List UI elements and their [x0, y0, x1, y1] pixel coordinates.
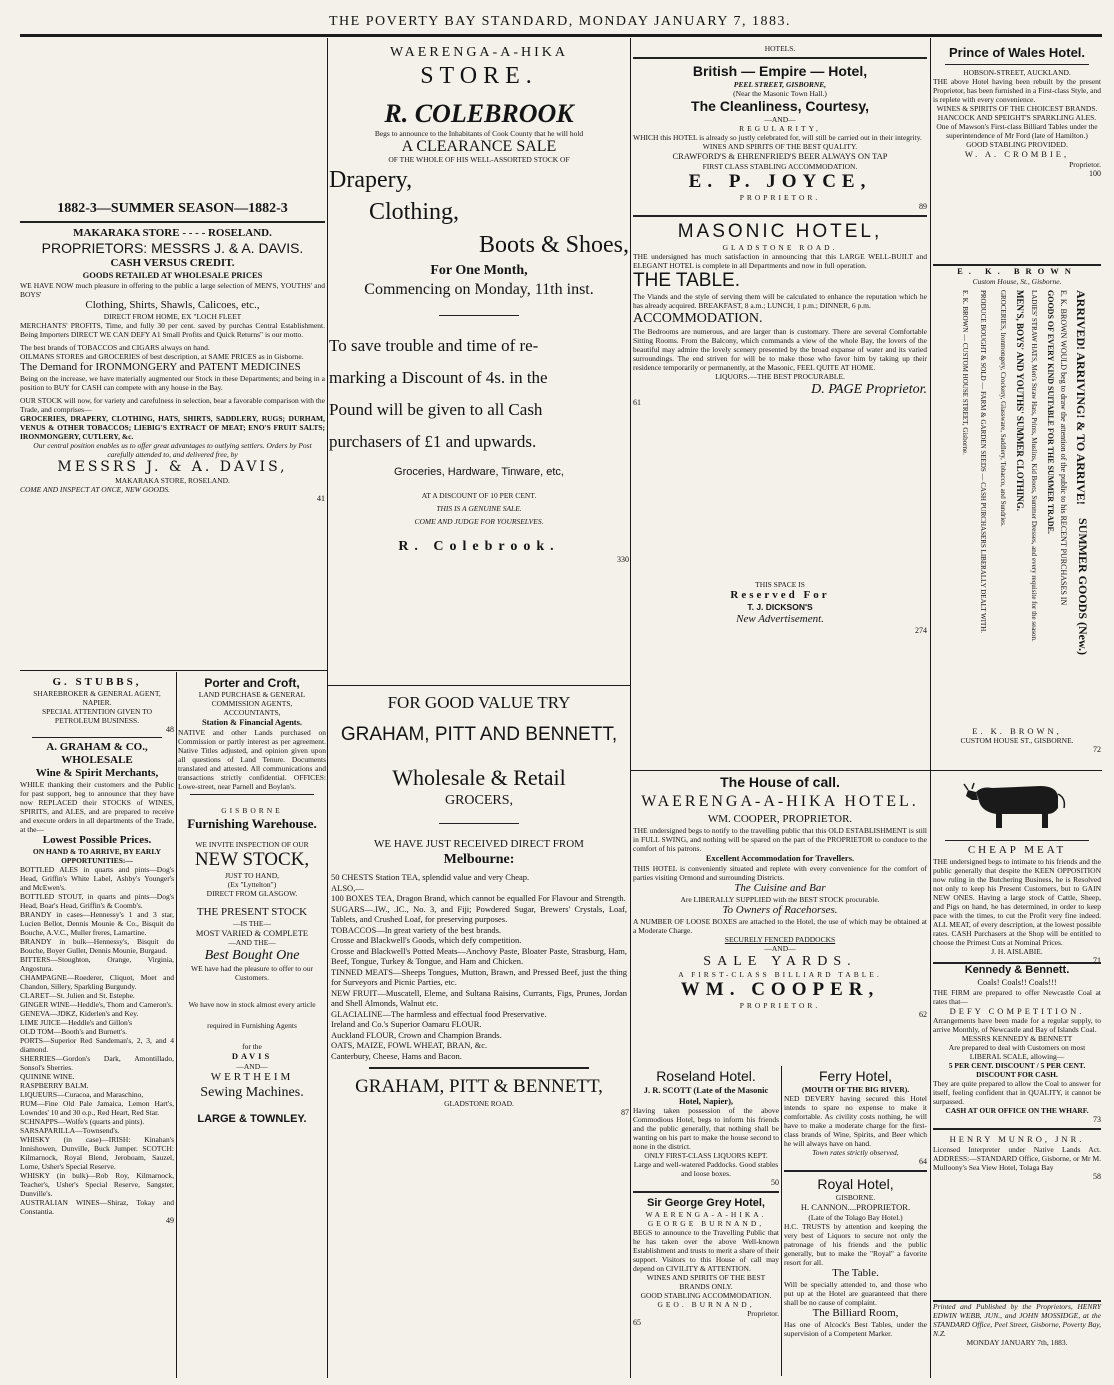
masonic-liquors: LIQUORS.—THE BEST PROCURABLE. — [715, 371, 845, 381]
colebrook-save: marking a Discount of 4s. in the — [329, 368, 548, 387]
goods-line: GOODS RETAILED AT WHOLESALE PRICES — [82, 270, 263, 280]
ad-number: 62 — [919, 1009, 927, 1019]
furnishing-and2: —AND— — [236, 1061, 268, 1071]
cooper-signature: WM. COOPER, — [680, 978, 880, 1000]
grey-signature: GEO. BURNAND, — [657, 1300, 755, 1309]
gpb-advertisement — [329, 692, 629, 1378]
prince-body: THE above Hotel having been rebuilt by the present Proprietor, has been furnished in a First-class Style, and is replete with every convenience. — [933, 77, 1101, 104]
royal-name: Royal Hotel, — [817, 1176, 894, 1192]
ad-number: 49 — [166, 1216, 174, 1225]
waerenga-liberally: Are LIBERALLY SUPPLIED with the BEST STOCK procurable. — [680, 894, 880, 904]
graham-item: SARSAPARILLA—Townsend's. — [20, 1126, 120, 1135]
furnishing-wertheim: WERTHEIM — [210, 1070, 294, 1083]
empire-which: WHICH this HOTEL is already so justly celebrated for, will still be carried out in their integrity. — [633, 133, 922, 142]
waerenga-boxes: A NUMBER OF LOOSE BOXES are attached to the Hotel, the use of which may be obtained at a Moderate Charge. — [633, 916, 927, 935]
ad-number: 48 — [166, 725, 174, 734]
ad-number: 89 — [919, 201, 927, 211]
masonic-body: THE undersigned has much satisfaction in announcing that this LARGE WELL-BUILT and ELEGANT HOTEL is complete in all Departments and now in full operation. — [633, 251, 927, 270]
gpb-item: Canterbury, Cheese, Hams and Bacon. — [331, 1050, 462, 1061]
gpb-received: WE HAVE JUST RECEIVED DIRECT FROM — [374, 838, 584, 850]
furnishing-required: required in Furnishing Agents — [207, 1021, 297, 1030]
cheap-meat-signature: J. H. AISLABIE. — [991, 947, 1043, 956]
royal-cannon: H. CANNON....PROPRIETOR. — [800, 1202, 911, 1212]
come-line: COME AND INSPECT AT ONCE, NEW GOODS. — [20, 484, 171, 494]
empire-street: PEEL STREET, GISBORNE, — [733, 80, 827, 89]
empire-stabling: FIRST CLASS STABLING ACCOMMODATION. — [702, 161, 858, 171]
gpb-item: NEW FRUIT—Muscatell, Eleme, and Sultana Raisins, Currants, Figs, Prunes, Jordan and Shell Almonds, Walnut etc. — [331, 987, 627, 1008]
dickson-name: T. J. DICKSON'S — [747, 602, 813, 612]
section-rule — [328, 685, 630, 686]
furnishing-present: THE PRESENT STOCK — [196, 905, 308, 918]
gpb-value: FOR GOOD VALUE TRY — [387, 693, 571, 712]
reserved-text: Reserved For — [730, 589, 830, 601]
ad-number: 100 — [1089, 168, 1101, 178]
furnishing-now: We have now in stock almost every article — [188, 1000, 316, 1009]
furnishing-name: Furnishing Warehouse. — [187, 815, 317, 831]
roseland-scott: J. R. SCOTT (Late of the Masonic Hotel, Napier), — [643, 1085, 769, 1106]
ad-number: 64 — [919, 1157, 927, 1166]
section-rule — [631, 770, 931, 771]
kennedy-messrs: MESSRS KENNEDY & BENNETT — [961, 1034, 1073, 1043]
porter-line: COMMISSION AGENTS, — [211, 699, 293, 708]
furnishing-glasgow: DIRECT FROM GLASGOW. — [206, 888, 298, 898]
colebrook-save: To save trouble and time of re- — [329, 336, 539, 355]
graham-item: GINGER WINE—Heddle's, Thom and Cameron's. — [20, 1000, 173, 1009]
davis-store: MAKARAKA STORE, ROSELAND. — [115, 475, 230, 485]
brown-vertical-text: LADIES' STRAW HATS, Men's Straw Hats, Prints, Muslins, Kid Boots, Summer Dresses, and every requisite for the season. — [1030, 289, 1038, 642]
graham-item: WHISKY (in case)—IRISH: Kinahan's Innishowen, Dunville, Buck Jumper. SCOTCH: Kilmarnock, Royal Blend, Jeroboam, Sauzel, Lorne, Usher's Special Reserve. — [20, 1135, 174, 1171]
ad-number: 330 — [617, 555, 629, 564]
furnishing-best: Best Bought One — [204, 948, 300, 963]
brown-vertical-text: PRODUCE BOUGHT & SOLD — FARM & GARDEN SEEDS — CASH PURCHASERS LIBERALLY DEALT WITH. — [979, 289, 987, 633]
colebrook-waerenga: WAERENGA-A-HIKA — [390, 45, 568, 60]
joyce-name: E. P. JOYCE, — [688, 170, 872, 192]
furnishing-invite: WE INVITE INSPECTION OF OUR — [195, 839, 309, 849]
graham-item: BRANDY in cases—Hennessy's 1 and 3 star, Lucien Bellot, Dennis Mounie & Co., Bisquit du Bouche, A.V.C., Muller freres, Lamartine. — [20, 910, 174, 937]
graham-item: BRANDY in bulk—Hennessy's, Bisquit du Bouche, Boyer Gullet, Dennis Mounie, Burgaud. — [20, 937, 174, 955]
masonic-table-body: The Viands and the style of serving them will be calculated to enhance the reputation which he has already acquired. BREAKFAST, 8 a.m.; LUNCH, 1 p.m.; DINNER, 6 p.m. — [633, 291, 927, 310]
colebrook-store: STORE. — [420, 63, 538, 89]
ad-number: 61 — [633, 397, 641, 407]
graham-name: A. GRAHAM & CO., — [46, 741, 148, 753]
graham-item: PORTS—Superior Red Sandeman's, 2, 3, and 4 diamond. — [20, 1036, 174, 1054]
colebrook-save: Pound will be given to all Cash — [329, 400, 543, 419]
graham-item: WHISKY (in bulk)—Rob Roy, Kilmarnock, Teacher's, Usher's Special Reserve, Sangster, Dunville's. — [20, 1171, 174, 1198]
empire-name: British — Empire — Hotel, — [692, 63, 868, 79]
porter-body: NATIVE and other Lands purchased on Commission or partly interest as per agreement. Native Titles adjusted, and opinion given upon all questions of Land Tenure. Documents translated and attested. All communications and transactions strictly confidential. OFFICES: Lowe-street, near Parnell and Boylan's. — [178, 727, 326, 791]
gpb-item: TINNED MEATS—Sheeps Tongues, Mutton, Brawn, and Pressed Beef, just the thing for Surveyors and Picnic Parties, etc. — [331, 966, 627, 987]
masonic-table: THE TABLE. — [633, 269, 740, 291]
colebrook-boots: Boots & Shoes, — [478, 232, 629, 258]
graham-item: AUSTRALIAN WINES—Shiraz, Tokay and Constantia. — [20, 1198, 174, 1216]
ad-number: 73 — [1093, 1115, 1101, 1124]
graham-item: CHAMPAGNE—Roederer, Cliquot, Moet and Chandon, Sillery, Sparkling Burgundy. — [20, 973, 174, 991]
joyce-prop: PROPRIETOR. — [739, 192, 821, 202]
colebrook-discount: AT A DISCOUNT OF 10 PER CENT. — [421, 491, 537, 500]
graham-item-list — [20, 865, 174, 1216]
masthead: THE POVERTY BAY STANDARD, MONDAY JANUARY 7, 1883. — [328, 14, 791, 29]
kennedy-they: They are quite prepared to allow the Coal to answer for itself, feeling confident that in QUALITY, it cannot be surpassed. — [933, 1079, 1101, 1106]
masonic-accom: ACCOMMODATION. — [633, 310, 763, 326]
column-rule — [327, 38, 328, 1378]
graham-intro: WHILE thanking their customers and the Public for past support, beg to announce that they have now REPLACED their STOCKS of WINES, SPIRITS, and ALES, and are prepared to receive and execute orders in all departments of the Trade, at the— — [20, 780, 174, 834]
empire-near: (Near the Masonic Town Hall.) — [733, 89, 827, 98]
house-of-call: The House of call. — [720, 774, 840, 790]
graham-item: OLD TOM—Booth's and Burnett's. — [20, 1027, 128, 1036]
graham-item: BOTTLED STOUT, in quarts and pints—Dog's Head, Boar's Head, Griffin's & Coomb's. — [20, 892, 174, 910]
graham-item: SCHNAPPS—Wolfe's (quarts and pints). — [20, 1117, 145, 1126]
graham-item: BITTERS—Stoughton, Orange, Virginia, Angostura. — [20, 955, 174, 973]
grey-owner: GEORGE BURNAND, — [647, 1219, 765, 1228]
gpb-wholesale: Wholesale & Retail — [392, 765, 566, 790]
empire-beer: CRAWFORD'S & EHRENFRIED'S BEER ALWAYS ON TAP — [672, 151, 888, 161]
brown-bottom-custom: CUSTOM HOUSE ST., GISBORNE. — [960, 736, 1074, 745]
gpb-item: Crosse and Blackwell's Goods, which defy competition. — [331, 935, 522, 945]
colebrook-sale: A CLEARANCE SALE — [401, 138, 557, 155]
gpb-item: OATS, MAIZE, FOWL WHEAT, BRAN, &c. — [331, 1040, 488, 1050]
waerenga-convenient: THIS HOTEL is conveniently situated and replete with every convenience for the comfort of parties visiting Ormond and surrounding Districts. — [633, 863, 927, 882]
brown-top: E. K. BROWN — [957, 266, 1077, 276]
graham-wine: Wine & Spirit Merchants, — [35, 767, 159, 779]
tobacco-text: The best brands of TOBACCOS and CIGARS always on hand. — [20, 342, 210, 352]
waerenga-paddocks: SECURELY FENCED PADDOCKS — [724, 934, 836, 944]
store-line: MAKARAKA STORE - - - - ROSELAND. — [73, 227, 272, 239]
ad-number: 87 — [621, 1108, 629, 1117]
lowest-prices: Lowest Possible Prices. — [42, 834, 152, 846]
colebrook-genuine: THIS IS A GENUINE SALE. — [436, 504, 522, 513]
prince-address: HOBSON-STREET, AUCKLAND. — [963, 68, 1071, 77]
column-rule — [630, 38, 631, 1378]
graham-item: LIME JUICE—Heddle's and Gillon's — [20, 1018, 133, 1027]
prince-name: Prince of Wales Hotel. — [948, 45, 1086, 60]
cash-line: CASH VERSUS CREDIT. — [110, 257, 235, 269]
brown-custom: Custom House, St., Gisborne. — [972, 276, 1062, 286]
colebrook-name: R. COLEBROOK — [384, 99, 574, 128]
gpb-item: ALSO,— — [331, 882, 364, 893]
stubbs-line: SHAREBROKER & GENERAL AGENT, — [33, 689, 161, 698]
prince-billiard: One of Mawson's First-class Billiard Tables under the superintendence of Mr Ford (late of Hamilton.) — [936, 122, 1098, 140]
colebrook-save: purchasers of £1 and upwards. — [329, 432, 537, 451]
brown-vertical-text: GROCERIES, Ironmongery, Crockery, Glassware, Saddlery, Tobacco, and Sundries. — [999, 289, 1007, 527]
kennedy-bennett-advertisement — [933, 962, 1101, 1264]
masonic-name: MASONIC HOTEL, — [677, 220, 883, 242]
grey-body: BEGS to announce to the Travelling Public that he has taken over the above Well-known Establishment and trusts to merit a share of their support. Visitors to this House of call may depend on CIVILITY & ATTENTION. — [633, 1228, 779, 1273]
waerenga-cooper: WM. COOPER, PROPRIETOR. — [707, 813, 853, 825]
imprint-date: MONDAY JANUARY 7th, 1883. — [966, 1338, 1068, 1347]
grey-stabling: GOOD STABLING ACCOMMODATION. — [640, 1291, 772, 1300]
waerenga-hotel-advertisement — [633, 774, 927, 1064]
porter-line: ACCOUNTANTS, — [223, 708, 281, 717]
intro-text: WE HAVE NOW much pleasure in offering to the public a large selection of MEN'S, YOUTHS' and BOYS' — [20, 280, 325, 299]
season-heading: 1882-3—SUMMER SEASON—1882-3 — [57, 201, 288, 216]
brown-vertical-text: SUMMER GOODS (New.) — [1076, 517, 1090, 655]
imprint — [933, 1300, 1101, 1362]
prince-hancock: HANCOCK AND SPEIGHT'S SPARKLING ALES. — [937, 113, 1097, 122]
waerenga-and: —AND— — [764, 943, 796, 953]
kennedy-office: CASH AT OUR OFFICE ON THE WHARF. — [945, 1106, 1089, 1115]
column-rule — [930, 38, 931, 1378]
empire-regularity: REGULARITY, — [739, 124, 821, 133]
brown-vertical-text: E. K. BROWN WOULD beg to draw the attention of the public to his RECENT PURCHASES IN — [1059, 289, 1068, 605]
waerenga-excellent: Excellent Accommodation for Travellers. — [705, 853, 855, 863]
demand-text: Being on the increase, we have materially augmented our Stock in these Departments; and being in a position to BUY for CASH can compete with any house in the Bay. — [20, 373, 325, 392]
waerenga-sale: SALE YARDS. — [703, 953, 857, 969]
ad-number: 71 — [1093, 956, 1101, 965]
graham-item: CLARET—St. Julien and St. Estephe. — [20, 991, 135, 1000]
prince-wines: WINES & SPIRITS OF THE CHOICEST BRANDS. — [936, 104, 1098, 113]
colebrook-come: COME AND JUDGE FOR YOURSELVES. — [414, 517, 544, 526]
bull-illustration — [962, 774, 1072, 832]
stock-text: OUR STOCK will now, for variety and carefulness in selection, bear a favorable comparison with the Trade, and comprises— — [20, 395, 325, 414]
davis-signature: MESSRS J. & A. DAVIS, — [57, 458, 288, 475]
gpb-item: 100 BOXES TEA, Dragon Brand, which cannot be equalled For Flavour and Strength. — [331, 893, 626, 903]
furnishing-davis: DAVIS — [231, 1051, 273, 1061]
royal-table: The Table. — [832, 1266, 879, 1279]
furnishing-most: MOST VARIED & COMPLETE — [195, 927, 309, 938]
cheap-meat-title: CHEAP MEAT — [967, 844, 1067, 856]
proprietors-line: PROPRIETORS: MESSRS J. & A. DAVIS. — [41, 240, 304, 256]
cheap-meat-advertisement — [933, 774, 1101, 965]
ferry-mouth: (MOUTH OF THE BIG RIVER). — [801, 1085, 910, 1094]
graham-item: GENEVA—JDKZ, Kiderlen's and Key. — [20, 1009, 139, 1018]
page-signature: D. PAGE Proprietor. — [811, 381, 927, 397]
cheap-meat-body: THE undersigned begs to intimate to his friends and the public generally that despite the KEEN OPPOSITION now ruling in the Butchering Business, he is Resolved not only to keep his Present Customers, but to GAIN NEW ONES. Having a large stock of Cattle, Sheep, and Pigs on hand, he has determined, in order to keep pace with the times, to cut the Profit very fine indeed. ALL MEAT, of every description, at the lowest possible rates. CASH Purchasers at the Shop will be entitled to choose the Primest Cuts at Nominal Prices. — [933, 857, 1101, 947]
stubbs-line: SPECIAL ATTENTION GIVEN TO PETROLEUM BUSINESS. — [41, 707, 153, 725]
gpb-item: Auckland FLOUR, Crown and Champion Brands. — [331, 1029, 502, 1040]
furnishing-sewing: Sewing Machines. — [200, 1084, 304, 1100]
brown-vertical-text: GOODS OF EVERY KIND SUITABLE FOR THE SUMMER TRADE. — [1046, 289, 1055, 534]
roseland-body: Having taken possession of the above Commodious Hotel, begs to inform his friends and the public generally, that nothing shall be wanting on his part to make the house second to none in the district. — [633, 1106, 779, 1151]
graham-item: QUININE WINE. — [20, 1072, 75, 1081]
ek-brown-advertisement — [933, 264, 1101, 772]
gpb-name: GRAHAM, PITT AND BENNETT, — [340, 724, 618, 745]
prince-of-wales-advertisement — [933, 44, 1101, 262]
royal-billiard-body: Has one of Alcock's Best Tables, under the supervision of a Competent Marker. — [784, 1319, 927, 1338]
furnishing-large: LARGE & TOWNLEY. — [197, 1112, 307, 1125]
prince-prop: Proprietor. — [1069, 159, 1101, 169]
roseland-grey-advertisements — [633, 1068, 779, 1378]
ferry-body: NED DEVERY having secured this Hotel intends to spare no expense to make it comfortable. As civility costs nothing, he will have to make a moderate charge for the first-class brands of Wine, Spirits, and Beer which he will always have on hand. — [784, 1094, 927, 1148]
kennedy-body: THE FIRM are prepared to offer Newcastle Coal at rates that— — [933, 987, 1101, 1006]
furnishing-ex: (Ex "Lyttelton") — [227, 879, 277, 889]
kennedy-coals: Coals! Coals!! Coals!!! — [977, 977, 1057, 987]
colebrook-drapery: Drapery, — [329, 167, 413, 193]
furnishing-just: JUST TO HAND, — [225, 870, 279, 880]
kennedy-discount: 5 PER CENT. DISCOUNT / 5 PER CENT. DISCOUNT FOR CASH. — [948, 1061, 1086, 1079]
new-ad: New Advertisement. — [736, 612, 824, 625]
ad-number: 50 — [771, 1178, 779, 1187]
graham-item: BOTTLED ALES in quarts and pints—Dog's Head, Griffin's White Label, Ashby's Younger's and McEwen's. — [20, 865, 174, 892]
gpb-item: GLACIALINE—The harmless and effectual food Preservative. — [331, 1008, 547, 1019]
prince-signature: W. A. CROMBIE, — [964, 149, 1070, 159]
brown-vertical-text: MEN'S, BOYS' AND YOUTHS' SUMMER CLOTHING. — [1015, 289, 1025, 511]
roseland-large: Large and well-watered Paddocks. Good stables and loose boxes. — [633, 1160, 779, 1178]
porter-name: Porter and Croft, — [204, 676, 300, 690]
gpb-melbourne: Melbourne: — [443, 852, 515, 867]
graham-item: LIQUEURS—Curacoa, and Maraschino, — [20, 1090, 144, 1099]
dickson-reserved — [633, 580, 927, 670]
furnishing-for: for the — [242, 1042, 262, 1051]
direct-line: DIRECT FROM HOME, EX "LOCH FLEET — [103, 311, 242, 321]
brown-vertical-text: E. K. BROWN — CUSTOM HOUSE STREET, Gisborne. — [961, 289, 969, 455]
kennedy-deal: Are prepared to deal with Customers on most LIBERAL SCALE, allowing— — [948, 1043, 1086, 1061]
colebrook-begs: Begs to announce to the Inhabitants of Cook County that he will hold — [374, 129, 584, 138]
furnishing-gisborne: GISBORNE — [221, 805, 283, 815]
kennedy-defy: DEFY COMPETITION. — [949, 1005, 1085, 1016]
colebrook-month: For One Month, — [430, 263, 528, 278]
masonic-road: GLADSTONE ROAD. — [722, 242, 838, 252]
ad-number: 274 — [915, 625, 927, 635]
ad-number: 58 — [1093, 1171, 1101, 1181]
on-hand: ON HAND & TO ARRIVE, BY EARLY OPPORTUNITIES:— — [32, 847, 162, 865]
royal-late: (Late of the Tolago Bay Hotel.) — [808, 1212, 903, 1222]
gpb-signature: GRAHAM, PITT & BENNETT, — [355, 1076, 603, 1097]
imprint-body: Printed and Published by the Proprietors, HENRY EDWIN WEBB, JUN., and JOHN MOSSIDGE, at the STANDARD Office, Peel Street, Gisborne, Poverty Bay, N.Z. — [933, 1302, 1101, 1338]
kennedy-arrangements: Arrangements have been made for a regular supply, to arrive Monthly, of Newcastle and Bay of Islands Coal. — [933, 1016, 1101, 1034]
waerenga-hotel-name: WAERENGA-A-HIKA HOTEL. — [641, 793, 919, 810]
ad-number: 65 — [633, 1318, 641, 1327]
furnishing-advertisement — [178, 676, 326, 1376]
demand-line: The Demand for IRONMONGERY and PATENT MEDICINES — [20, 360, 301, 373]
colebrook-signature: R. Colebrook. — [398, 539, 560, 554]
colebrook-groceries: Groceries, Hardware, Tinware, etc, — [394, 466, 564, 478]
section-rule — [20, 670, 328, 671]
ferry-town: Town rates strictly observed, — [812, 1148, 899, 1157]
gpb-grocers: GROCERS, — [444, 793, 514, 808]
cooper-prop: PROPRIETOR. — [739, 1000, 821, 1010]
davis-advertisement — [20, 200, 325, 550]
column-rule — [781, 1066, 782, 1376]
graham-item: SHERRIES—Gordon's Dark, Amontillado, Sonsol's Sherries. — [20, 1054, 174, 1072]
column-rule — [176, 672, 177, 1378]
colebrook-clothing: Clothing, — [369, 199, 460, 225]
furnishing-isthe: —IS THE— — [233, 918, 271, 928]
masthead-rule — [20, 34, 1102, 37]
grey-name: Sir George Grey Hotel, — [647, 1197, 765, 1209]
stubbs-line: NAPIER. — [82, 698, 112, 707]
ad-number: 72 — [1093, 745, 1101, 754]
furnishing-pleasure: WE have had the pleasure to offer to our Customers. — [191, 964, 313, 982]
gpb-address: GLADSTONE ROAD. — [444, 1099, 514, 1108]
gpb-item: 50 CHESTS Station TEA, splendid value and very Cheap. — [331, 872, 530, 882]
gpb-item-list — [329, 872, 629, 1061]
porter-line: Station & Financial Agents. — [201, 717, 303, 727]
masonic-accom-body: The Bedrooms are numerous, and are larger than is customary. There are several Comfortable Sitting Rooms. From the Balcony, which commands a view of the whole Bay, the lovers of the beautiful may admire the lovely scenery presented by the broad expanse of water and its varied surroundings. The end striven for will be to make those who favor him by taking up their residence temporarily or permanently, at the Masonic, FEEL QUITE AT HOME. — [633, 326, 927, 372]
clothing-line: Clothing, Shirts, Shawls, Calicoes, etc., — [85, 298, 260, 311]
colebrook-monday: Commencing on Monday, 11th inst. — [364, 281, 594, 298]
space-text: THIS SPACE IS — [755, 580, 805, 589]
grey-prop: Proprietor. — [747, 1309, 779, 1318]
ad-number: 41 — [317, 493, 325, 503]
merchants-text: MERCHANTS' PROFITS, Time, and fully 30 per cent. saved by purchas Central Establishment. Being Importers DIRECT WE CAN DEFY A1 Small Profits and Quick Returns" is our motto. — [20, 320, 325, 339]
roseland-only: ONLY FIRST-CLASS LIQUORS KEPT. — [644, 1151, 768, 1160]
furnishing-new: NEW STOCK, — [194, 848, 310, 870]
gpb-item: Ireland and Co.'s Superior Oamaru FLOUR. — [331, 1019, 482, 1029]
gpb-item: Crosse and Blackwell's Potted Meats—Anchovy Paste, Bloater Paste, Strasburg, Ham, Beef, Tongue, Turkey & Tongue, and Ham and Chicken. — [331, 945, 627, 966]
royal-billiard: The Billiard Room, — [812, 1306, 899, 1319]
graham-item: RUM—Fine Old Pale Jamaica, Lemon Hart's, Lowndes' 10 and 30 o.p., Red Heart, Red Star. — [20, 1099, 174, 1117]
empire-and: —AND— — [764, 115, 796, 124]
roseland-name: Roseland Hotel. — [656, 1068, 756, 1084]
graham-item: RASPBERRY BALM. — [20, 1081, 89, 1090]
munro-name: HENRY MUNRO, JNR. — [949, 1134, 1085, 1144]
waerenga-cuisine: The Cuisine and Bar — [734, 881, 826, 894]
empire-clean: The Cleanliness, Courtesy, — [691, 98, 869, 114]
brown-vertical-text: ARRIVED! ARRIVING! & TO ARRIVE! — [1074, 289, 1088, 505]
empire-wines: WINES AND SPIRITS OF THE BEST QUALITY. — [702, 142, 858, 151]
ferry-name: Ferry Hotel, — [818, 1068, 893, 1084]
stubbs-name: G. STUBBS, — [52, 676, 142, 688]
royal-body: H.C. TRUSTS by attention and keeping the very best of Liquors to secure not only the patronage of his friends and the public generally, but to make the "Royal" a favorite resort for all. — [784, 1221, 927, 1267]
colebrook-advertisement — [329, 44, 629, 680]
furnishing-and: —AND THE— — [228, 938, 276, 947]
oilmans-text: OILMANS STORES and GROCERIES of best description, at SAME PRICES as in Gisborne. — [20, 351, 304, 361]
porter-line: LAND PURCHASE & GENERAL — [198, 690, 306, 699]
graham-wholesale: WHOLESALE — [61, 754, 133, 766]
gpb-item: TOBACCOS—In great variety of the best brands. — [331, 924, 502, 935]
kennedy-name: Kennedy & Bennett. — [964, 964, 1070, 976]
hotels-section — [633, 44, 927, 464]
grey-wines: WINES AND SPIRITS OF THE BEST BRANDS ONLY. — [646, 1273, 766, 1291]
groceries-text: GROCERIES, DRAPERY, CLOTHING, HATS, SHIRTS, SADDLERY, RUGS; DURHAM, VENUS & OTHER TOBACCOS; LIEBIG'S EXTRACT OF MEAT; ENO'S FRUIT SALTS; IRONMONGERY, CUTLERY, &c. — [20, 413, 325, 441]
royal-table-body: Will be specially attended to, and those who put up at the Hotel are guaranteed that there shall be no cause of complaint. — [784, 1279, 927, 1307]
ferry-royal-advertisements — [784, 1068, 927, 1378]
waerenga-body: THE undersigned begs to notify to the travelling public that this OLD ESTABLISHMENT is still in FULL SWING, and nothing will be spared on the part of the PROPRIETOR to conduce to the comfort of his patrons. — [633, 826, 927, 853]
waerenga-billiard: A FIRST-CLASS BILLIARD TABLE. — [678, 969, 882, 979]
brown-bottom: E. K. BROWN, — [972, 725, 1062, 736]
colebrook-whole: OF THE WHOLE OF HIS WELL-ASSORTED STOCK OF — [388, 155, 570, 164]
grey-place: WAERENGA-A-HIKA. — [645, 1210, 767, 1219]
waerenga-owners: To Owners of Racehorses. — [722, 903, 838, 916]
hotels-header: HOTELS. — [764, 44, 796, 53]
gpb-item: SUGARS—.IW., .IC., No. 3, and Fiji; Powdered Sugar, Brewers' Crystals, Loaf, Tablets, and Crushed Loaf, for preserving purposes. — [331, 903, 627, 924]
graham-co-advertisement — [20, 676, 174, 1376]
royal-place: GISBORNE. — [835, 1193, 876, 1202]
prince-stabling: GOOD STABLING PROVIDED. — [966, 140, 1068, 149]
munro-body: Licensed Interpreter under Native Lands Act. ADDRESS:—STANDARD Office, Gisborne, or Mr M. Mulloony's Sea View Hotel, Tolaga Bay — [933, 1144, 1101, 1172]
brown-vertical-block — [933, 286, 1101, 726]
central-text: Our central position enables us to offer great advantages to outlying settlers. Orders by Post carefully attended to, and delivered free, by — [33, 440, 312, 459]
